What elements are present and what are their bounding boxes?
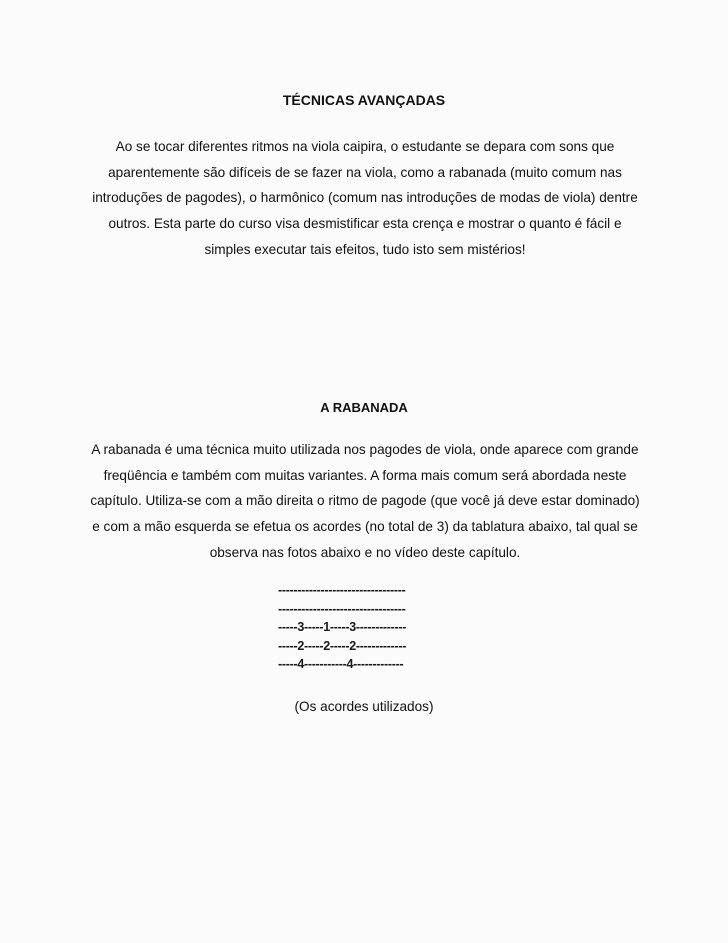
paragraph-line: outros. Esta parte do curso visa desmistificar esta crença e mostrar o quanto é fácil e [108, 216, 622, 232]
paragraph-line: e com a mão esquerda se efetua os acordes (no total de 3) da tablatura abaixo, tal qual se [92, 519, 638, 535]
tablature [278, 581, 406, 674]
section-title-tecnicas-avancadas: TÉCNICAS AVANÇADAS [282, 92, 446, 108]
paragraph-line: Ao se tocar diferentes ritmos na viola caipira, o estudante se depara com sons que [115, 139, 615, 154]
tablature-line: -----4-----------4------------- [278, 657, 404, 671]
tablature-line: -----3-----1-----3------------- [278, 620, 407, 634]
tablature-line: --------------------------------- [278, 583, 406, 597]
paragraph-line: introduções de pagodes), o harmônico (comum nas introduções de modas de viola) dentre [92, 190, 638, 206]
paragraph-line: capítulo. Utiliza-se com a mão direita o ritmo de pagode (que você já deve estar dominado) [90, 493, 640, 509]
tablature-line: -----2-----2-----2------------- [278, 638, 407, 653]
paragraph-line: aparentemente são difíceis de se fazer na viola, como a rabanada (muito comum nas [108, 164, 622, 180]
paragraph-line: simples executar tais efeitos, tudo isto sem mistérios! [204, 241, 526, 257]
paragraph-line: freqüência e também com muitas variantes. A forma mais comum será abordada neste [103, 467, 627, 483]
paragraph-line: observa nas fotos abaixo e no vídeo deste capítulo. [209, 544, 521, 560]
rabanada-paragraph [70, 437, 660, 566]
paragraph-line: A rabanada é uma técnica muito utilizada nos pagodes de viola, onde aparece com grande [91, 442, 639, 457]
tablature-line: --------------------------------- [278, 601, 406, 616]
tablature-caption: (Os acordes utilizados) [294, 699, 434, 714]
section-title-rabanada: A RABANADA [320, 400, 408, 415]
intro-paragraph [70, 134, 660, 263]
